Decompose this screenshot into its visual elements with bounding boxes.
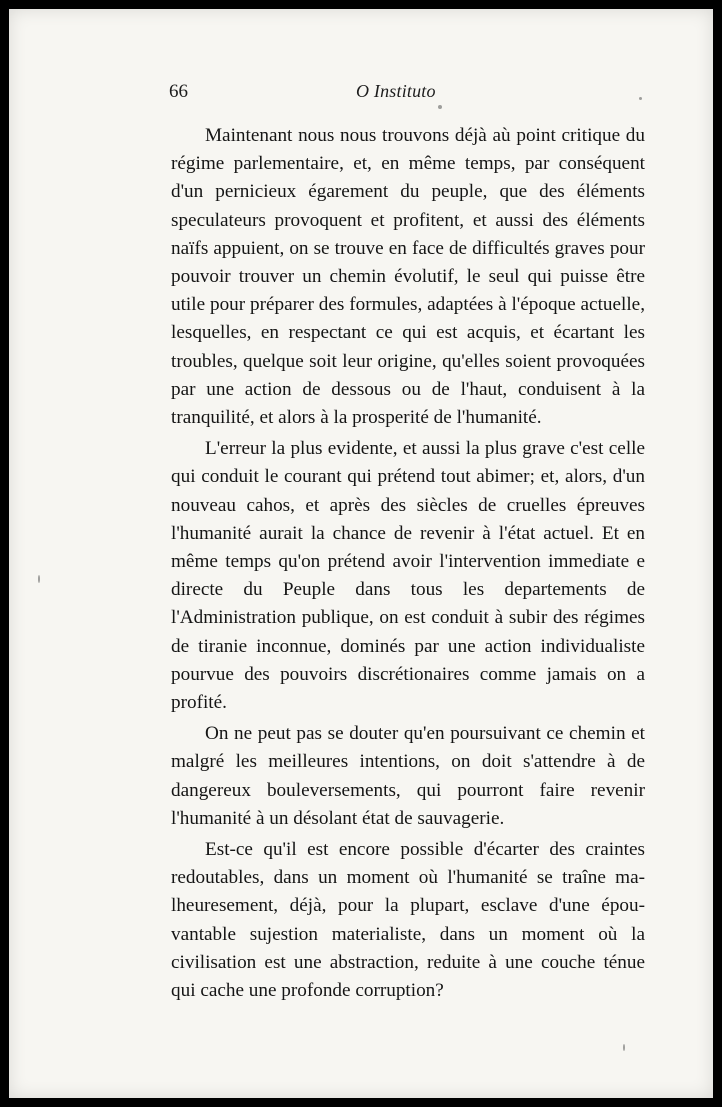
running-title: O Instituto [356,81,436,101]
body-text [171,122,645,1005]
print-speck [38,575,40,583]
page-number: 66 [169,81,188,102]
book-page [9,9,713,1098]
paragraph: L'erreur la plus evidente, et aussi la plus grave c'est celle qui conduit le courant qui prétend tout abimer; et, alors, d'un nouveau cahos, et après des siècles de cruelles épreuves l'humanité aurait la chance de revenir à l'état actuel. Et en même temps qu'on prétend avoir l'intervention immediate e directe du Peuple dans tous les departements de l'Administration publique, on est conduit à subir des régimes de tiranie inconnue, dominés par une action individualiste pourvue des pouvoirs discrétionaires comme jamais on a profité. [171,438,645,714]
paragraph: Est-ce qu'il est encore possible d'écarter des craintes redoutables, dans un moment où l'humanité se traîne malheuresement, déjà, pour la plupart, esclave d'une épouvantable sujestion materialiste, dans un moment où la civilisation est une abstraction, reduite à une couche ténue qui cache une profonde corruption? [171,839,645,1002]
print-speck [623,1044,625,1051]
paragraph: Maintenant nous nous trouvons déjà aù point critique du régime parlementaire, et, en même temps, par conséquent d'un pernicieux égarement du peuple, que des éléments speculateurs provoquent et profitent, et aussi des éléments naïfs appuient, on se trouve en face de difficultés graves pour pouvoir trouver un chemin évolutif, le seul qui puisse être utile pour préparer des formules, adaptées à l'époque actuelle, lesquelles, en respectant ce qui est acquis, et écartant les troubles, quelque soit leur origine, qu'elles soient provoquées par une action de dessous ou de l'haut, conduisent à la tranquilité, et alors à la prosperité de l'humanité. [171,125,645,429]
paragraph: On ne peut pas se douter qu'en poursuivant ce chemin et malgré les meilleures intentions, on doit s'attendre à de dangereux bouleversements, qui pourront faire revenir l'humanité à un désolant état de sauvagerie. [171,723,645,829]
running-header [9,81,713,109]
